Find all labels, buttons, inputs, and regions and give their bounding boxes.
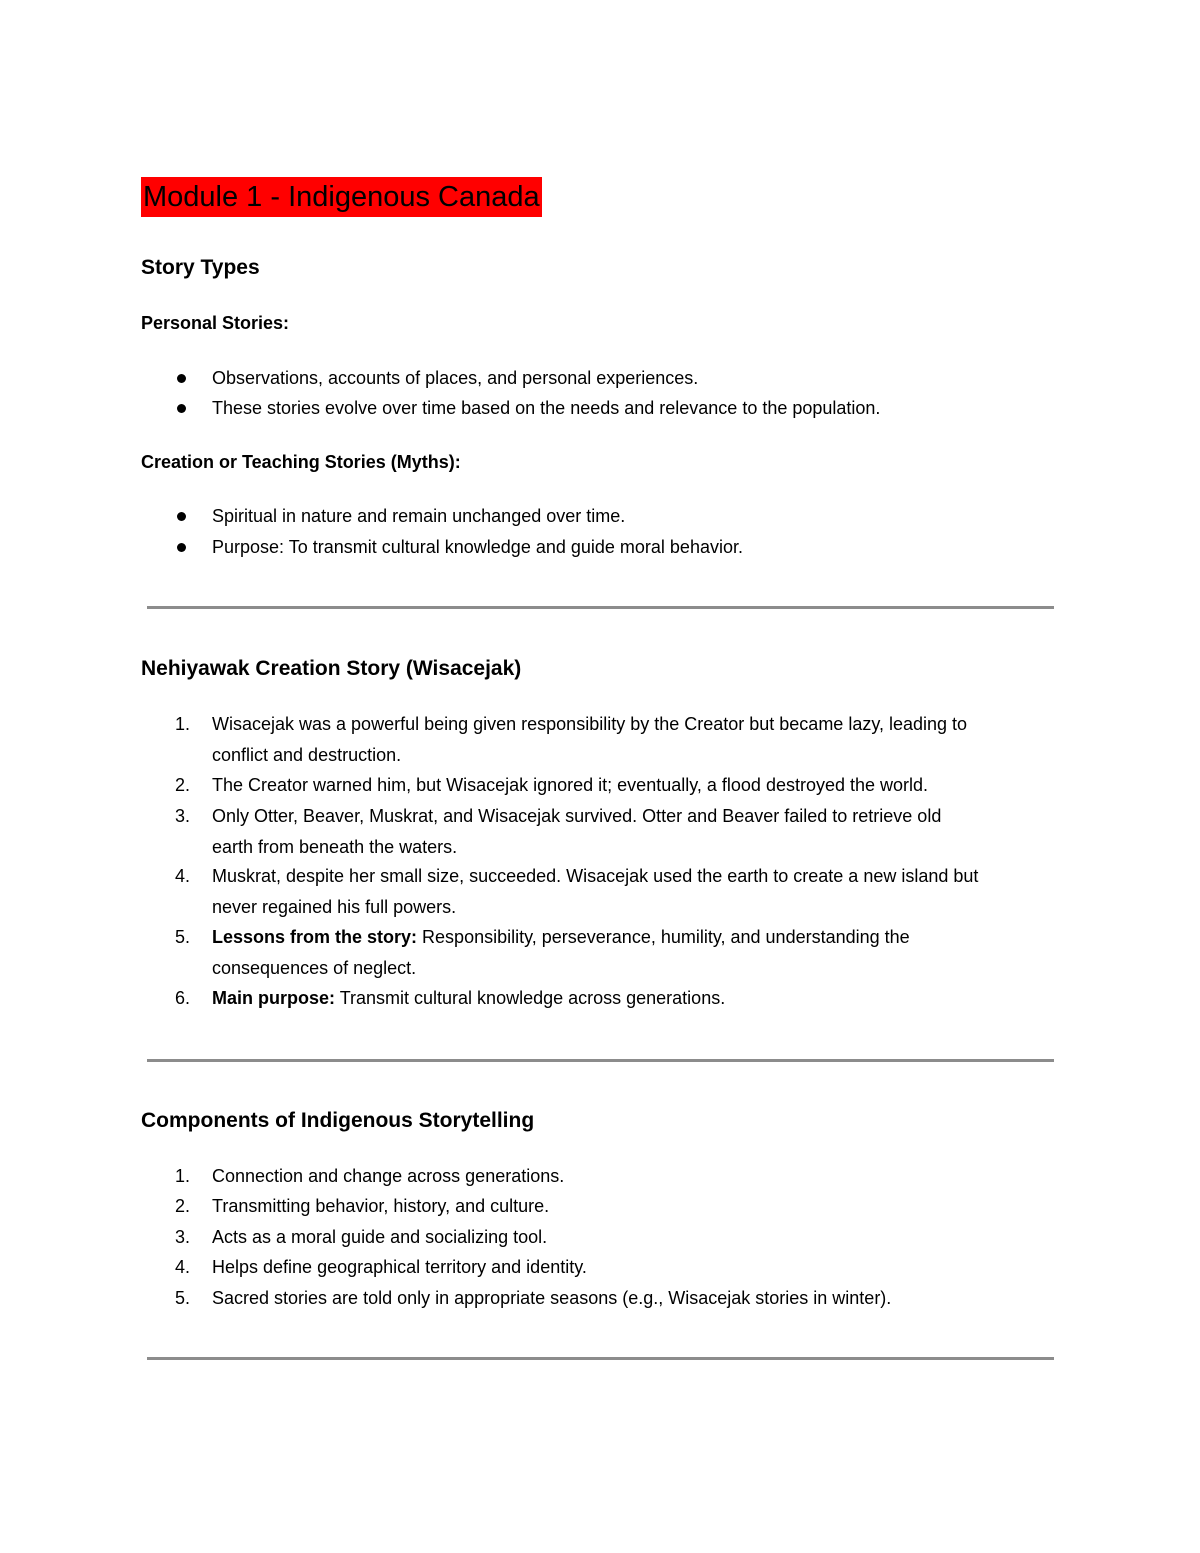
list-item-line: Only Otter, Beaver, Muskrat, and Wisacejak survived. Otter and Beaver failed to retrieve old — [212, 806, 942, 826]
list-number: 6. — [175, 988, 191, 1008]
document-title: Module 1 - Indigenous Canada — [141, 177, 542, 217]
creation-story-heading: Nehiyawak Creation Story (Wisacejak) — [141, 657, 522, 680]
list-number: 5. — [175, 1288, 191, 1308]
list-number: 4. — [175, 1257, 191, 1277]
creation-stories-heading: Creation or Teaching Stories (Myths): — [141, 452, 461, 472]
list-item-line: conflict and destruction. — [212, 744, 402, 765]
section-divider — [147, 606, 1054, 609]
bullet-icon — [177, 543, 186, 552]
list-item-line: consequences of neglect. — [212, 957, 417, 978]
creation-story-list — [141, 709, 1056, 1014]
list-item: Helps define geographical territory and identity. — [212, 1257, 587, 1277]
list-number: 3. — [175, 1227, 191, 1247]
list-item: Transmitting behavior, history, and culture. — [212, 1196, 550, 1216]
list-item-line: Responsibility, perseverance, humility, and understanding the — [417, 927, 910, 947]
list-item-line: never regained his full powers. — [212, 896, 457, 917]
components-heading: Components of Indigenous Storytelling — [141, 1109, 535, 1132]
list-item: Acts as a moral guide and socializing tool. — [212, 1227, 548, 1247]
personal-stories-list — [141, 363, 1056, 424]
section-divider — [147, 1357, 1054, 1360]
components-list — [141, 1161, 1056, 1316]
list-number: 2. — [175, 775, 191, 795]
list-number: 5. — [175, 927, 191, 947]
list-item-label: Lessons from the story: — [212, 927, 418, 947]
personal-stories-heading: Personal Stories: — [141, 313, 290, 333]
list-item-line: The Creator warned him, but Wisacejak ignored it; eventually, a flood destroyed the world. — [212, 775, 929, 795]
list-item — [212, 922, 1057, 983]
list-item — [212, 983, 1057, 1014]
list-item: Sacred stories are told only in appropriate seasons (e.g., Wisacejak stories in winter). — [212, 1288, 892, 1308]
list-number: 3. — [175, 806, 191, 826]
list-number: 2. — [175, 1196, 191, 1216]
list-item-line: Muskrat, despite her small size, succeeded. Wisacejak used the earth to create a new island but — [212, 866, 979, 886]
list-item: Spiritual in nature and remain unchanged over time. — [212, 506, 626, 526]
list-item — [212, 801, 1057, 862]
list-number: 4. — [175, 866, 191, 886]
list-item: Purpose: To transmit cultural knowledge and guide moral behavior. — [212, 537, 743, 557]
list-item — [212, 709, 1057, 770]
list-number: 1. — [175, 714, 191, 734]
list-item — [212, 861, 1057, 922]
bullet-icon — [177, 404, 186, 413]
bullet-icon — [177, 512, 186, 521]
story-types-heading: Story Types — [141, 256, 260, 279]
list-item-line: Wisacejak was a powerful being given responsibility by the Creator but became lazy, leading to — [212, 714, 968, 734]
list-item: Connection and change across generations. — [212, 1166, 565, 1186]
list-item: Observations, accounts of places, and personal experiences. — [212, 368, 699, 388]
creation-stories-list — [141, 501, 1056, 562]
list-item-label: Main purpose: — [212, 988, 336, 1008]
list-item-line: Transmit cultural knowledge across generations. — [335, 988, 726, 1008]
section-divider — [147, 1059, 1054, 1062]
bullet-icon — [177, 374, 186, 383]
list-item — [212, 770, 1057, 801]
list-item-line: earth from beneath the waters. — [212, 836, 458, 857]
list-item: These stories evolve over time based on the needs and relevance to the population. — [212, 398, 881, 418]
list-number: 1. — [175, 1166, 191, 1186]
